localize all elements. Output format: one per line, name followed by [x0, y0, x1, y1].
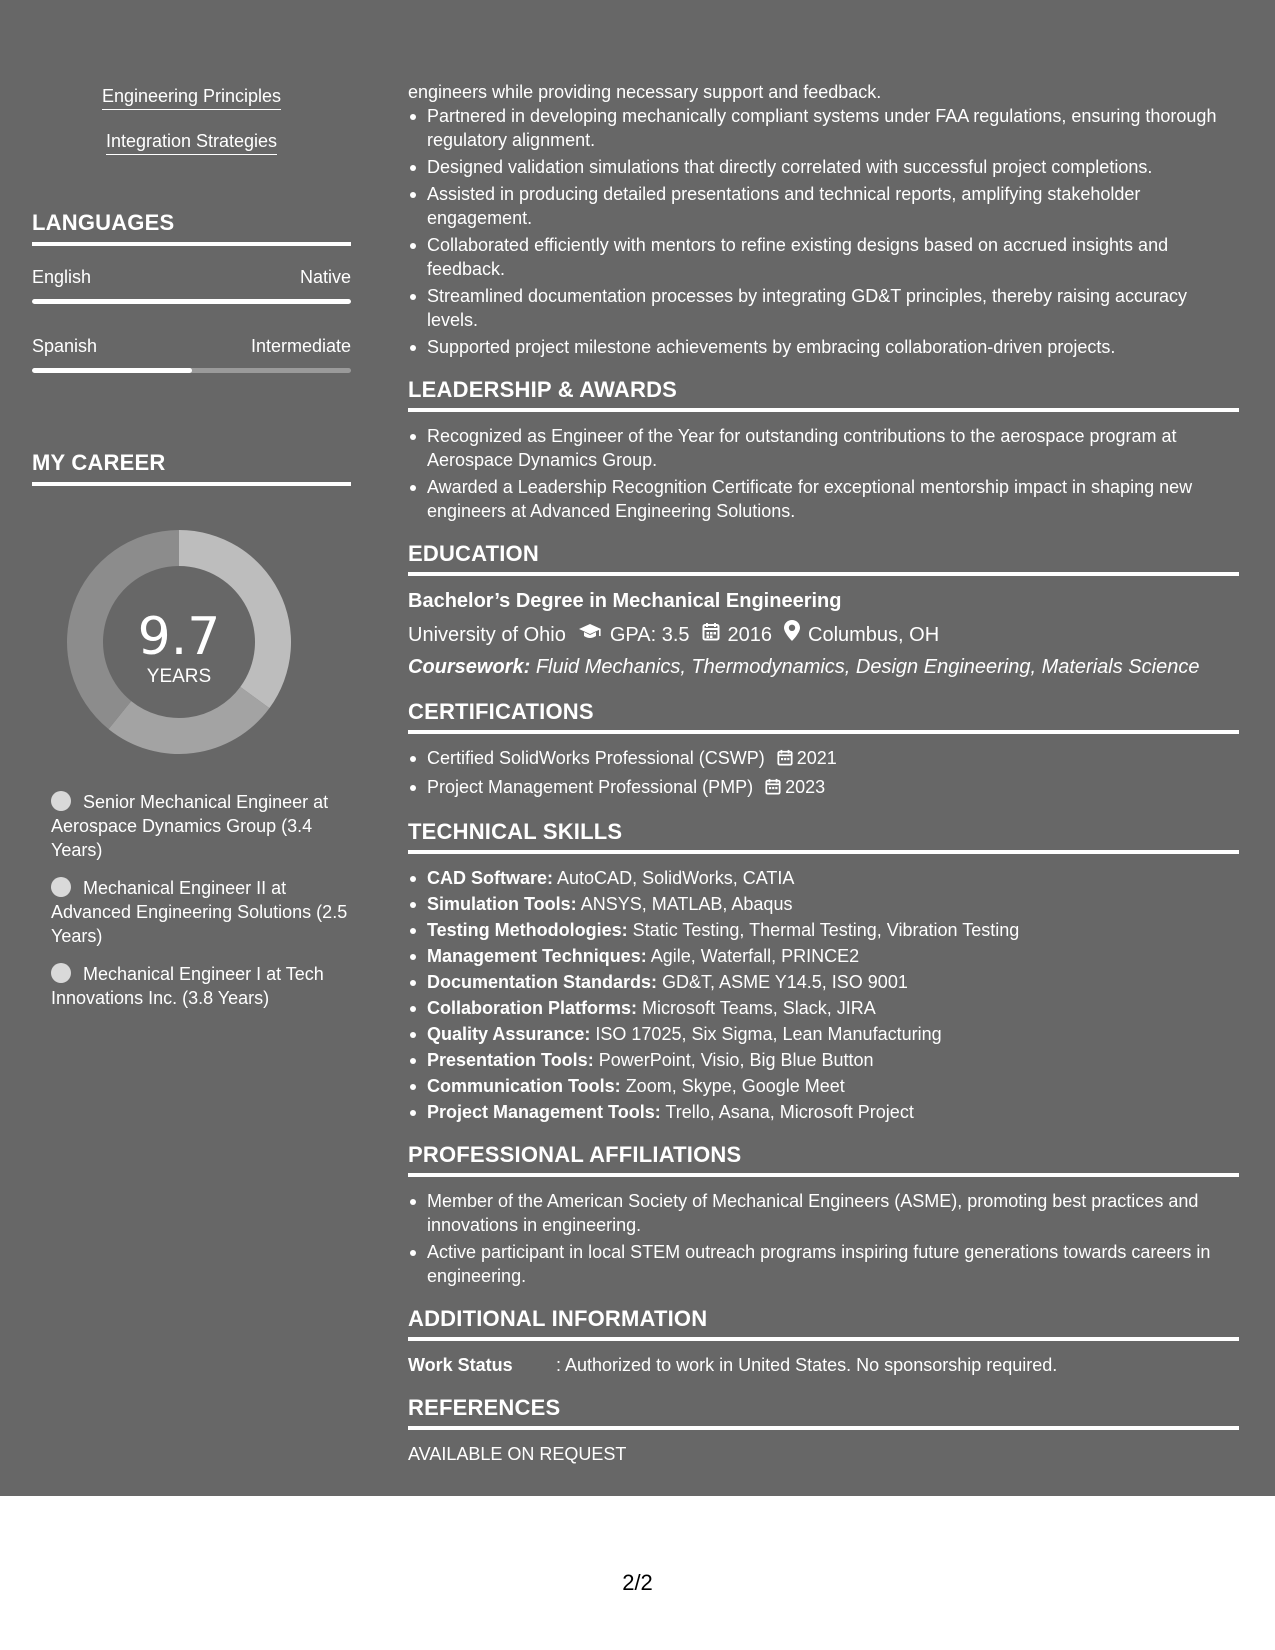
- work-status-value: : Authorized to work in United States. No sponsorship required.: [556, 1355, 1058, 1375]
- language-row-english: [32, 267, 351, 288]
- languages-heading: LANGUAGES: [32, 210, 351, 246]
- language-row-spanish: [32, 336, 351, 357]
- skill-link-engineering-principles[interactable]: Engineering Principles: [32, 86, 351, 107]
- education-coursework: [408, 653, 1239, 681]
- list-item: Active participant in local STEM outreach programs inspiring future generations towards careers in engineering.: [408, 1240, 1239, 1288]
- list-item: Recognized as Engineer of the Year for outstanding contributions to the aerospace program at Aerospace Dynamics Group.: [408, 424, 1239, 472]
- career-years-label: YEARS: [146, 666, 212, 687]
- calendar-icon: [765, 777, 781, 801]
- list-item: Partnered in developing mechanically compliant systems under FAA regulations, ensuring thorough regulatory alignment.: [408, 104, 1239, 152]
- list-item: Collaboration Platforms: Microsoft Teams, Slack, JIRA: [408, 996, 1239, 1020]
- education-school: University of Ohio: [408, 623, 566, 646]
- experience-continued-text: engineers while providing necessary support and feedback.: [408, 82, 882, 102]
- calendar-icon: [702, 621, 720, 649]
- list-item: Designed validation simulations that directly correlated with successful project completions.: [408, 155, 1239, 179]
- list-item: Communication Tools: Zoom, Skype, Google Meet: [408, 1074, 1239, 1098]
- calendar-icon: [777, 748, 793, 772]
- page-number: 2/2: [622, 1570, 653, 1595]
- skill-link-integration-strategies[interactable]: Integration Strategies: [32, 131, 351, 152]
- affiliations-list: [408, 1189, 1239, 1288]
- list-item: Testing Methodologies: Static Testing, Thermal Testing, Vibration Testing: [408, 918, 1239, 942]
- education-gpa: GPA: 3.5: [609, 623, 690, 646]
- map-pin-icon: [784, 620, 800, 649]
- additional-info-heading: ADDITIONAL INFORMATION: [408, 1306, 1239, 1341]
- career-dot-icon: [51, 791, 71, 811]
- career-total-years: 9.7: [137, 607, 221, 667]
- right-column: [408, 80, 1239, 1466]
- education-degree: Bachelor’s Degree in Mechanical Engineering: [408, 590, 842, 612]
- references-heading: REFERENCES: [408, 1395, 1239, 1430]
- list-item: Awarded a Leadership Recognition Certificate for exceptional mentorship impact in shaping new engineers at Advanced Engineering Solutions.: [408, 475, 1239, 523]
- technical-skills-heading: TECHNICAL SKILLS: [408, 819, 1239, 854]
- list-item: Presentation Tools: PowerPoint, Visio, Big Blue Button: [408, 1048, 1239, 1072]
- language-bar-fill: [32, 299, 351, 304]
- list-item: Collaborated efficiently with mentors to refine existing designs based on accrued insights and feedback.: [408, 233, 1239, 281]
- list-item: Assisted in producing detailed presentations and technical reports, amplifying stakeholder engagement.: [408, 182, 1239, 230]
- career-donut-chart: [67, 530, 291, 754]
- list-item: Member of the American Society of Mechanical Engineers (ASME), promoting best practices and innovations in engineering.: [408, 1189, 1239, 1237]
- language-level: Intermediate: [250, 336, 351, 356]
- career-heading: MY CAREER: [32, 450, 351, 486]
- list-item: Project Management Professional (PMP) 2023: [408, 775, 1239, 801]
- language-bar-english: [32, 299, 351, 304]
- language-level: Native: [299, 267, 351, 287]
- technical-skills-list: [408, 866, 1239, 1124]
- list-item: Certified SolidWorks Professional (CSWP) 2021: [408, 746, 1239, 772]
- references-text: AVAILABLE ON REQUEST: [408, 1444, 627, 1464]
- work-status-row: [408, 1353, 1239, 1377]
- career-dot-icon: [51, 963, 71, 983]
- career-dot-icon: [51, 877, 71, 897]
- work-status-label: Work Status: [408, 1355, 513, 1375]
- certifications-heading: CERTIFICATIONS: [408, 699, 1239, 734]
- leadership-bullets: [408, 424, 1239, 523]
- list-item: CAD Software: AutoCAD, SolidWorks, CATIA: [408, 866, 1239, 890]
- language-bar-spanish: [32, 368, 351, 373]
- education-year: 2016: [727, 623, 773, 646]
- list-item: Project Management Tools: Trello, Asana, Microsoft Project: [408, 1100, 1239, 1124]
- list-item: Management Techniques: Agile, Waterfall, PRINCE2: [408, 944, 1239, 968]
- career-item: Mechanical Engineer I at Tech Innovations Inc. (3.8 Years): [51, 964, 324, 1008]
- education-location: Columbus, OH: [808, 623, 940, 646]
- experience-bullets: [408, 104, 1239, 359]
- language-name: Spanish: [32, 336, 98, 356]
- education-details: [408, 620, 1239, 649]
- language-name: English: [32, 267, 92, 287]
- career-item: Senior Mechanical Engineer at Aerospace Dynamics Group (3.4 Years): [51, 792, 329, 860]
- language-bar-fill: [32, 368, 192, 373]
- coursework-label: Coursework:: [408, 656, 531, 678]
- list-item: Quality Assurance: ISO 17025, Six Sigma, Lean Manufacturing: [408, 1022, 1239, 1046]
- education-heading: EDUCATION: [408, 541, 1239, 576]
- list-item: Supported project milestone achievements by embracing collaboration-driven projects.: [408, 335, 1239, 359]
- coursework-list: Fluid Mechanics, Thermodynamics, Design Engineering, Materials Science: [535, 656, 1200, 678]
- graduation-cap-icon: [578, 621, 602, 649]
- donut-segment-2: [109, 687, 270, 754]
- leadership-heading: LEADERSHIP & AWARDS: [408, 377, 1239, 412]
- career-list: [51, 790, 351, 1024]
- list-item: Documentation Standards: GD&T, ASME Y14.5, ISO 9001: [408, 970, 1239, 994]
- career-item: Mechanical Engineer II at Advanced Engineering Solutions (2.5 Years): [51, 878, 348, 946]
- list-item: Streamlined documentation processes by integrating GD&T principles, thereby raising accuracy levels.: [408, 284, 1239, 332]
- affiliations-heading: PROFESSIONAL AFFILIATIONS: [408, 1142, 1239, 1177]
- certifications-list: [408, 746, 1239, 801]
- list-item: Simulation Tools: ANSYS, MATLAB, Abaqus: [408, 892, 1239, 916]
